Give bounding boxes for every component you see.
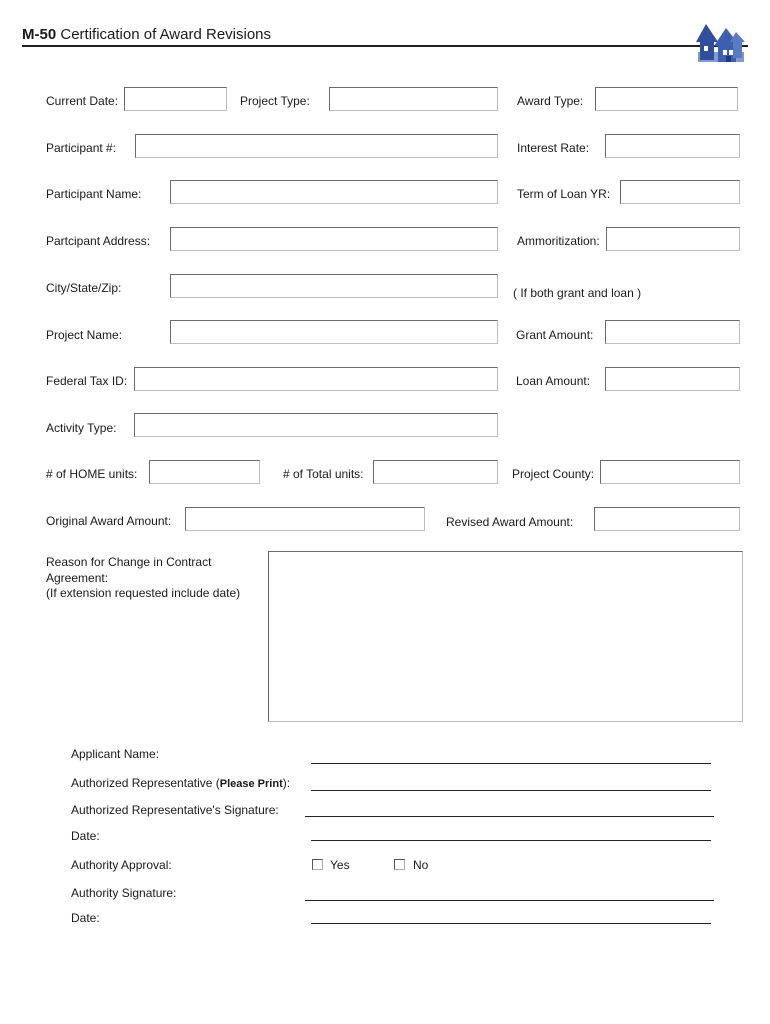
auth-rep-signature-label: Authorized Representative's Signature: bbox=[71, 803, 279, 817]
interest-rate-field[interactable] bbox=[605, 134, 740, 158]
participant-address-field[interactable] bbox=[170, 227, 498, 251]
federal-tax-id-field[interactable] bbox=[134, 367, 498, 391]
yes-label: Yes bbox=[330, 858, 350, 872]
original-award-field[interactable] bbox=[185, 507, 425, 531]
date-1-label: Date: bbox=[71, 829, 100, 843]
auth-rep-suffix: ): bbox=[282, 776, 291, 790]
award-type-label: Award Type: bbox=[517, 94, 584, 108]
participant-no-field[interactable] bbox=[135, 134, 498, 158]
participant-name-field[interactable] bbox=[170, 180, 498, 204]
authority-signature-label: Authority Signature: bbox=[71, 886, 177, 900]
date-2-label: Date: bbox=[71, 911, 100, 925]
activity-type-label: Activity Type: bbox=[46, 421, 117, 435]
grant-loan-note: ( If both grant and loan ) bbox=[513, 286, 642, 300]
term-of-loan-field[interactable] bbox=[620, 180, 740, 204]
interest-rate-label: Interest Rate: bbox=[517, 141, 590, 155]
ammoritization-field[interactable] bbox=[606, 227, 740, 251]
reason-label bbox=[46, 555, 240, 602]
revised-award-field[interactable] bbox=[594, 507, 740, 531]
total-units-label: # of Total units: bbox=[283, 467, 364, 481]
city-state-zip-label: City/State/Zip: bbox=[46, 281, 122, 295]
total-units-field[interactable] bbox=[373, 460, 498, 484]
loan-amount-label: Loan Amount: bbox=[516, 374, 591, 388]
federal-tax-id-label: Federal Tax ID: bbox=[46, 374, 128, 388]
project-name-field[interactable] bbox=[170, 320, 498, 344]
loan-amount-field[interactable] bbox=[605, 367, 740, 391]
current-date-label: Current Date: bbox=[46, 94, 119, 108]
grant-amount-field[interactable] bbox=[605, 320, 740, 344]
date-2-line[interactable] bbox=[311, 923, 711, 924]
auth-rep-please-print: Please Print bbox=[219, 778, 283, 790]
home-units-field[interactable] bbox=[149, 460, 260, 484]
participant-no-label: Participant #: bbox=[46, 141, 117, 155]
auth-rep-signature-line[interactable] bbox=[305, 816, 714, 817]
project-type-label: Project Type: bbox=[240, 94, 310, 108]
reason-line-3: (If extension requested include date) bbox=[46, 586, 241, 600]
reason-textarea[interactable] bbox=[268, 551, 743, 722]
term-of-loan-label: Term of Loan YR: bbox=[517, 187, 611, 201]
auth-rep-label bbox=[71, 776, 290, 791]
date-1-line[interactable] bbox=[311, 840, 711, 841]
reason-line-2: Agreement: bbox=[46, 570, 109, 585]
participant-name-label: Participant Name: bbox=[46, 187, 142, 201]
auth-rep-line[interactable] bbox=[311, 790, 711, 791]
revised-award-label: Revised Award Amount: bbox=[446, 515, 574, 529]
current-date-field[interactable] bbox=[124, 87, 227, 111]
project-type-field[interactable] bbox=[329, 87, 498, 111]
project-county-label: Project County: bbox=[512, 467, 595, 481]
no-checkbox[interactable] bbox=[394, 859, 405, 870]
ammoritization-label: Ammoritization: bbox=[517, 234, 600, 248]
applicant-name-line[interactable] bbox=[311, 763, 711, 764]
reason-line-1: Reason for Change in Contract bbox=[46, 555, 212, 569]
form-code: M-50 bbox=[22, 26, 57, 43]
award-type-field[interactable] bbox=[595, 87, 738, 111]
authority-approval-label: Authority Approval: bbox=[71, 858, 172, 872]
auth-rep-prefix: Authorized Representative ( bbox=[71, 776, 220, 790]
project-name-label: Project Name: bbox=[46, 328, 123, 342]
header-rule bbox=[22, 45, 748, 47]
original-award-label: Original Award Amount: bbox=[46, 514, 172, 528]
authority-signature-line[interactable] bbox=[305, 900, 714, 901]
form-title-text: Certification of Award Revisions bbox=[60, 26, 272, 43]
activity-type-field[interactable] bbox=[134, 413, 498, 437]
form-title bbox=[22, 26, 271, 43]
applicant-name-label: Applicant Name: bbox=[71, 747, 160, 761]
houses-logo-icon bbox=[696, 22, 746, 66]
grant-amount-label: Grant Amount: bbox=[516, 328, 594, 342]
yes-checkbox[interactable] bbox=[312, 859, 323, 870]
no-label: No bbox=[413, 858, 429, 872]
home-units-label: # of HOME units: bbox=[46, 467, 138, 481]
city-state-zip-field[interactable] bbox=[170, 274, 498, 298]
participant-address-label: Partcipant Address: bbox=[46, 234, 151, 248]
project-county-field[interactable] bbox=[600, 460, 740, 484]
